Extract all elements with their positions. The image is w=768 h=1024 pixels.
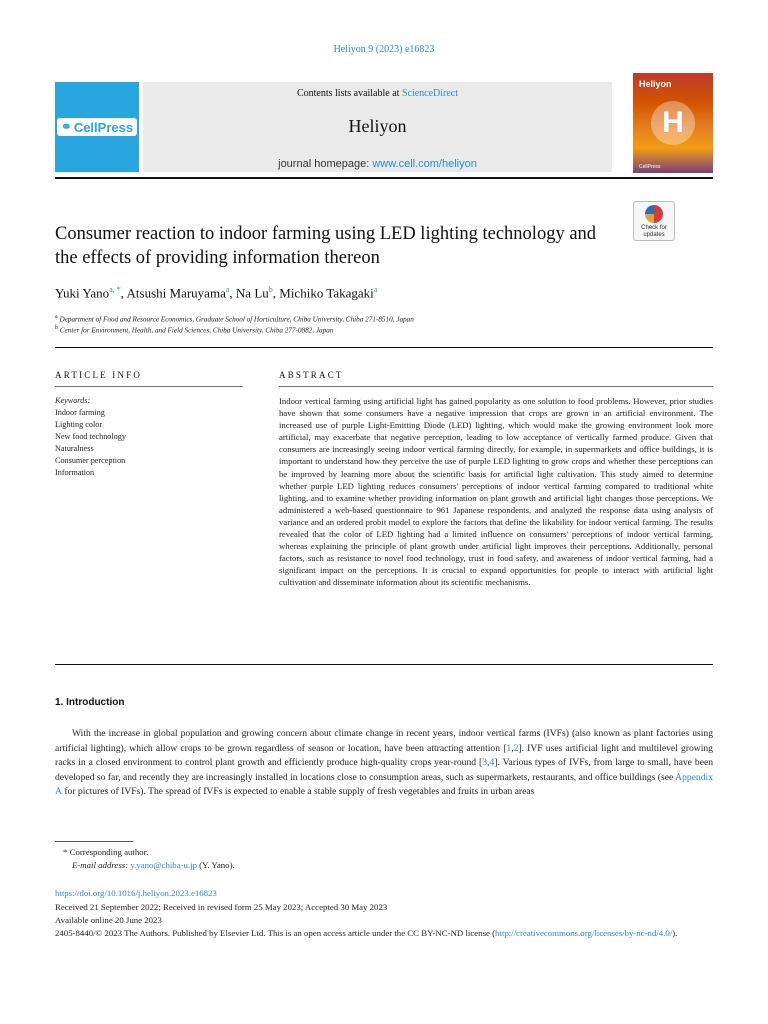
author-affiliation-mark[interactable]: a	[373, 285, 378, 294]
intro-text: ]. Various types of IVFs, from large to small, have been developed so far, and recently they are increasingly installed in locations close to consumption areas, such as supermarkets, restaurants, and office buildings (see	[55, 757, 714, 783]
keywords-label: Keywords:	[55, 396, 91, 405]
journal-banner	[143, 82, 612, 172]
intro-text: With the increase in global population and growing concern about climate change in recent years, indoor vertical farms (IVFs) (also known as plant factories using artificial lighting), which allow crops to be grown regardless of season or location, have been attracting attention [	[55, 728, 713, 754]
cellpress-badge	[57, 118, 137, 136]
keyword-item: New food technology	[55, 432, 126, 441]
journal-title: Heliyon	[348, 116, 407, 136]
article-title: Consumer reaction to indoor farming using LED lighting technology and the effects of providing information thereon	[55, 224, 597, 268]
email-suffix: (Y. Yano).	[196, 860, 235, 870]
homepage-line	[143, 158, 612, 170]
doi-link[interactable]: https://doi.org/10.1016/j.heliyon.2023.e16823	[55, 888, 217, 898]
homepage-prefix: journal homepage:	[278, 158, 373, 170]
author-list: Yuki Yano$^{a, *}$, Atsushi Maruyama$^a$, Na Lu$^b$, Michiko Takagaki$^a$	[55, 285, 378, 301]
author-name[interactable]: Michiko Takagaki	[279, 285, 374, 301]
keyword-item: Naturalness	[55, 444, 94, 453]
license-text: 2405-8440/© 2023 The Authors. Published by Elsevier Ltd. This is an open access article under the CC BY-NC-ND license (	[55, 928, 496, 938]
license-link[interactable]: http://creativecommons.org/licenses/by-nc-nd/4.0/	[495, 928, 673, 938]
check-updates-icon	[645, 205, 663, 223]
author-affiliation-mark[interactable]: b	[268, 285, 273, 294]
keyword-item: Lighting color	[55, 420, 103, 429]
check-updates-label: Check for updates	[641, 225, 667, 238]
cellpress-logo[interactable]	[55, 82, 139, 172]
license-text-end: ).	[672, 928, 678, 938]
abstract-bottom-rule	[55, 664, 713, 665]
affiliation	[55, 314, 414, 323]
corresponding-author-note: * Corresponding author.	[63, 847, 149, 857]
section-rule	[55, 347, 713, 348]
reference-link[interactable]: 1	[506, 742, 512, 754]
keyword-item: Consumer perception	[55, 456, 126, 465]
email-note	[72, 860, 235, 870]
affiliation-text: Department of Food and Resource Economics, Graduate School of Horticulture, Chiba University, Chiba 271-8510, Japan	[59, 315, 414, 324]
affiliation-mark: b	[55, 325, 58, 331]
cover-logo: H	[651, 101, 695, 145]
header-rule	[55, 177, 713, 179]
reference-link[interactable]: 2	[513, 742, 519, 754]
abstract-text: Indoor vertical farming using artificial light has gained popularity as one solution to food problems. However, prior studies have shown that some consumers have a negative impression that crops are grown in an artificial environment. The increased use of purple Light-Emitting Diode (LED) lighting, which would make the growing environment look more artificial, may exacerbate that negative perception, leading to low acceptance of vertically farmed produce. Given that consumers are increasingly seeing indoor vertical farming directly, for example, in supermarkets and office buildings, it is important to understand how they perceive the use of purple LED lighting to grow crops and whether these perceptions can be improved by learning more about the scientific basis for artificial light cultivation. This study aimed to determine whether purple LED lighting reduces consumers' perceptions of indoor vertical farming compared to traditional white lighting, and to examine whether providing information on plant growth and artificial light changes those perceptions. We administered a web-based questionnaire to 961 Japanese respondents, and analyzed the response data using analysis of variance and an ordered probit model to explore the factors that define the likability for indoor vertical farming. The results revealed that the color of LED lighting had a limited influence on consumers' perceptions of indoor vertical farming, whereas explaining the principle of plant growth under artificial light improves their perceptions. Additionally, personal factors, such as resistance to novel food technology, trust in food safety, and awareness of indoor vertical farming, had a significant impact on the perceptions. It is crucial to expand opportunities for people to interact with artificial light cultivation and disseminate information about its scientific mechanisms.	[279, 396, 713, 588]
license-statement	[55, 927, 713, 940]
keywords-block	[55, 395, 126, 479]
abstract-heading: ABSTRACT	[279, 370, 344, 380]
affiliation-mark: a	[55, 314, 58, 320]
cellpress-label: CellPress	[73, 119, 134, 135]
cover-title: Heliyon	[639, 79, 672, 89]
author-affiliation-mark[interactable]: a	[225, 285, 230, 294]
abstract-rule	[279, 386, 713, 387]
received-dates: Received 21 September 2022; Received in revised form 25 May 2023; Accepted 30 May 2023	[55, 902, 388, 912]
journal-citation[interactable]: Heliyon 9 (2023) e16823	[333, 44, 435, 55]
intro-text: ]. IVF uses artificial light and multilevel growing racks in a closed environment to control plant growth and efficiently produce high-quality crops year-round [	[55, 742, 713, 768]
check-for-updates-button[interactable]	[633, 201, 675, 241]
cellpress-icon: ⚭	[60, 119, 72, 134]
appendix-link[interactable]: Appendix A	[55, 771, 713, 797]
contents-prefix: Contents lists available at	[296, 88, 402, 99]
reference-link[interactable]: 4	[489, 757, 495, 768]
email-link[interactable]: y.yano@chiba-u.jp	[130, 860, 197, 870]
keyword-item: Information	[55, 468, 95, 477]
footnote-rule	[55, 841, 133, 842]
sciencedirect-link[interactable]: ScienceDirect	[401, 88, 459, 99]
keyword-item: Indoor farming	[55, 408, 105, 417]
affiliation-text: Center for Environment, Health, and Field Sciences, Chiba University, Chiba 277-0882, Japan	[59, 326, 334, 335]
author-name[interactable]: Yuki Yano	[55, 285, 110, 301]
author-name[interactable]: Na Lu	[235, 285, 269, 301]
reference-link[interactable]: 3	[482, 757, 488, 768]
author-name[interactable]: Atsushi Maruyama	[126, 285, 226, 301]
section-heading-introduction: 1. Introduction	[55, 697, 125, 708]
affiliation	[55, 325, 333, 334]
email-label: E-mail address:	[72, 860, 129, 870]
intro-text: for pictures of IVFs). The spread of IVFs is expected to enable a stable supply of fresh vegetables and fruits in urban areas	[61, 786, 535, 797]
author-affiliation-mark[interactable]: a, *	[109, 285, 121, 294]
journal-cover-image[interactable]	[633, 73, 713, 173]
article-info-rule	[55, 386, 243, 387]
available-online-date: Available online 20 June 2023	[55, 915, 162, 925]
article-info-heading: ARTICLE INFO	[55, 370, 143, 380]
cover-footer: CellPress	[639, 164, 661, 170]
contents-line	[143, 88, 612, 99]
homepage-link[interactable]: www.cell.com/heliyon	[372, 158, 477, 170]
introduction-paragraph: With the increase in global population and growing concern about climate change in recent years, indoor vertical farms (IVFs) (also known as plant factories using artificial lighting), which allow crops to be grown regardless of season or location, have been attracting attention [1,2]. IVF uses artificial light and multilevel growing racks in a closed environment to control plant growth and efficiently produce high-quality crops year-round [3,4]. Various types of IVFs, from large to small, have been developed so far, and recently they are increasingly installed in locations close to consumption areas, such as supermarkets, restaurants, and office buildings (see Appendix A for pictures of IVFs). The spread of IVFs is expected to enable a stable supply of fresh vegetables and fruits in urban areas	[55, 728, 714, 797]
